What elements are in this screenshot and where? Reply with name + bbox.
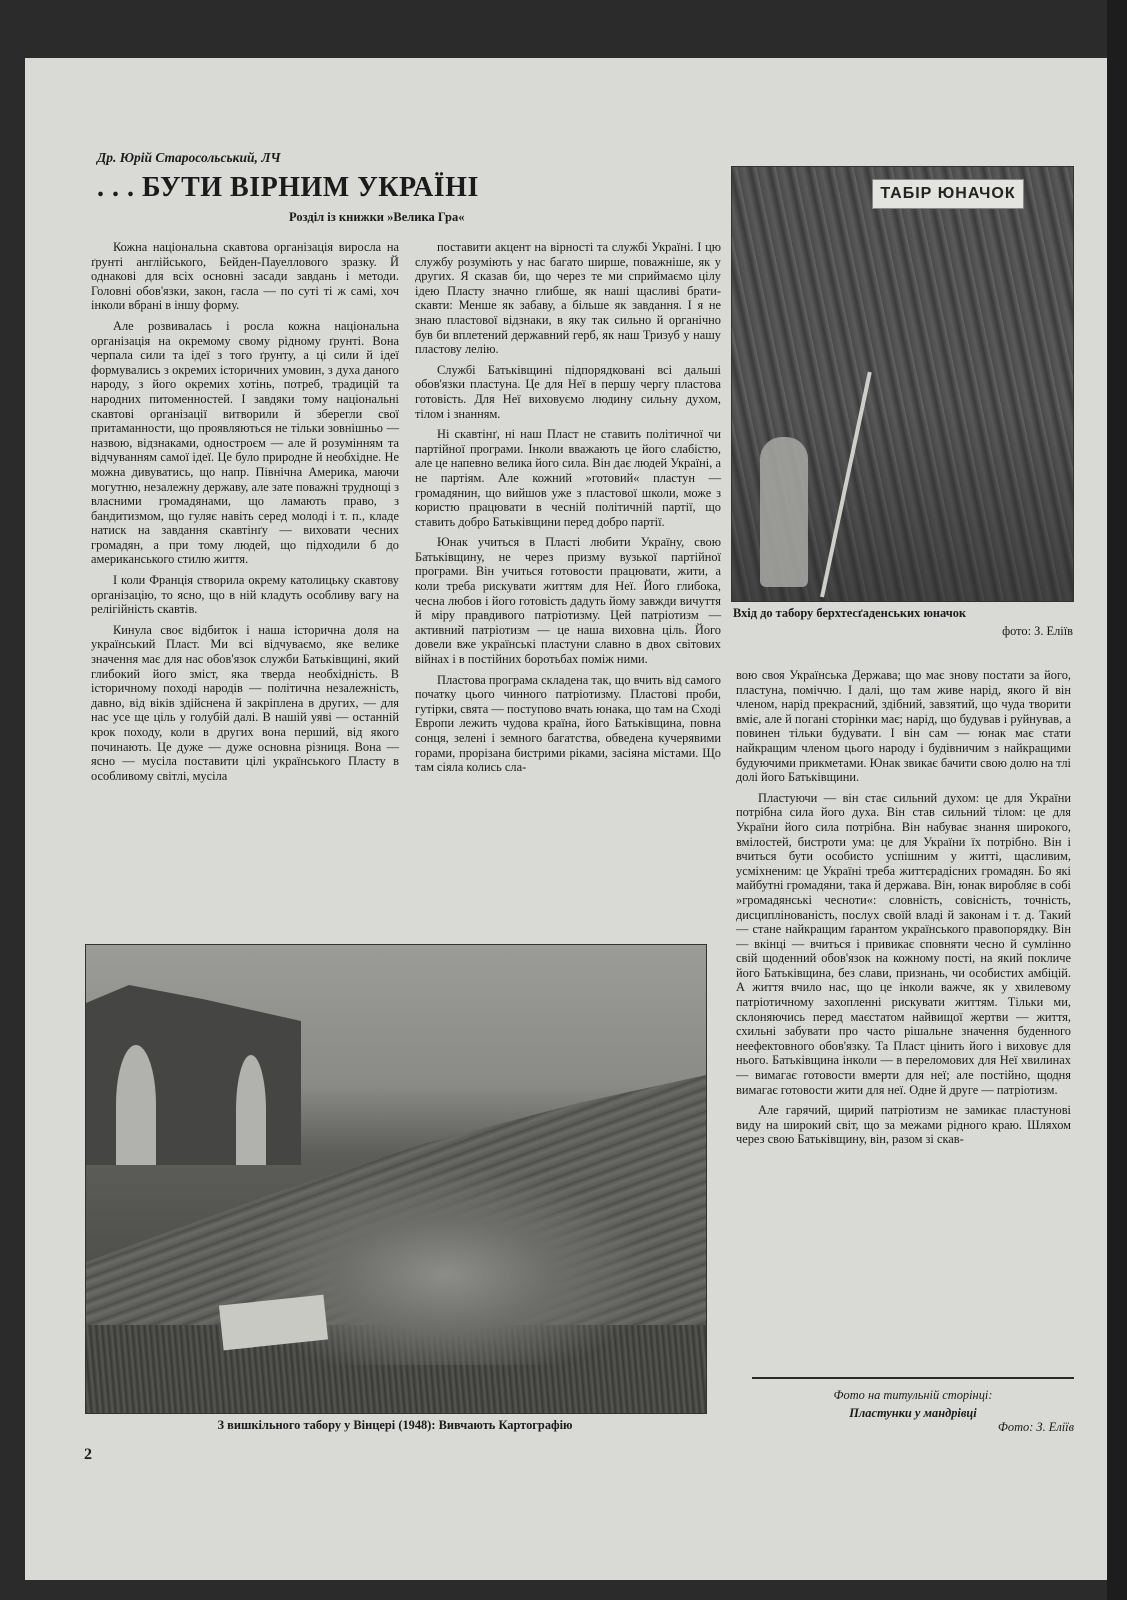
article-author: Др. Юрій Старосольський, ЛЧ [97,150,281,165]
ruins-photo-caption: З вишкільного табору у Вінцері (1948): Вивчають Картографію [217,1418,573,1432]
cover-photo-caption: Пластунки у мандрівці [849,1406,977,1420]
scan-edge [1107,0,1127,1600]
forest-camp-photo [731,166,1074,602]
cover-photo-heading: Фото на титульній сторінці: [833,1388,993,1402]
article-subtitle: Розділ із книжки »Велика Гра« [289,210,465,224]
paragraph: вою своя Українська Держава; що має знову постати за його, пластуна, поміччю. І далі, що там живе нарід, якого й він членом, нарід прекрасний, здібний, завзятий, що чуда творити вміє, але й погані сторінки має; нарід, що будував і руйнував, а повинен тільки будувати. І він сам — юнак має стати найкращим членом цього народу і будівничим з найкращими будуючими прикметами. Юнак звикає бачити свою долю на тлі долі його Батьківщини. [736,668,1071,785]
paragraph: Пластова програма складена так, що вчить від самого початку цього чинного патріотизму. Пластові проби, гутірки, свята — поступово вчать юнака, що там на Сході Европи лежить чудова країна, його Батьківщина, повна сонця, зелені і земного багатства, обведена кучерявими горами, прорізана бистрими ріками, засіяна містами. Що там сіяла колись сла- [415,672,721,775]
page-number: 2 [84,1446,92,1463]
ruin-arch [116,1045,156,1165]
paragraph: Але гарячий, щирий патріотизм не замикає пластунові виду на широкий світ, що за межами рідного краю. Шляхом через свою Батьківщину, він, разом зі скав- [736,1103,1071,1147]
divider-rule [752,1377,1074,1379]
paragraph: Але розвивалась і росла кожна національна організація на окремому свому рідному ґрунті. Вона черпала сили та ідеї з того ґрунту, а ці сили й ідеї формувались з окремих історичних умовин, з духа даного народу, з його окремих хотінь, потреб, традицій та народних питоменностей. І завдяки тому національні скавтові організації витворили й зберегли свої притаманности, що проявляються не тільки зовнішньо — назвою, відзнаками, одностроєм — але й розумінням та відчуванням самої ідеї. Це було природне й необхідне. Не можна дивуватись, що напр. Північна Америка, маючи могутню, незалежну державу, але зате поважні труднощі з власними громадянами, що ламають право, з бандитизмом, що гуляє навіть серед молоді і т. п., кладе натиск на завдання скавтінґу — виховати чесних громадян, а при тому людей, що підходили б до американського стилю життя. [91,318,399,567]
forest-photo-caption: Вхід до табору берхтесґаденських юначок [733,606,967,620]
paragraph: Ні скавтінґ, ні наш Пласт не ставить політичної чи партійної програми. Інколи вважають це його слабістю, але це напевно велика його сила. Він дає людей Україні, а не партіям. Але кожний »готовий« пластун — громадянин, що вийшов уже з пластової школи, може з користю працювати в чесній політичній партії, що ставить добро Батьківщини перед добро партії. [415,427,721,529]
article-column-3 [736,668,1071,1153]
article-column-2 [415,240,721,781]
paragraph: Кинула своє відбиток і наша історична доля на український Пласт. Ми всі відчуваємо, яке велике значення має для нас обов'язок служби Батьківщині, який глибокий його зміст, яка тверда необхідність. В історичному поході народів — політична незалежність, давно, від віків здійснена й закріплена в других, — для нас усе ще ціль у голубій далі. В нашій уяві — останній крок походу, коли в других вона перший, від якого починають. Це дуже — дуже основна різниця. Вона — ясно — мусіла поставити цілі українського Пласту в особливому світлі, мусіла [91,622,399,783]
paragraph: Кожна національна скавтова організація виросла на ґрунті англійського, Бейден-Пауеллового зразку. Й однакові для всіх основні засади завдань і методи. Головні обов'язки, закон, гасла — по суті ті ж самі, хоч інколи вбрані в іншу форму. [91,240,399,313]
article-column-1 [91,240,399,789]
ruins-camp-photo [85,944,707,1414]
paragraph: Пластуючи — він стає сильний духом: це для України потрібна сила його духа. Він став сильний тілом: це для України його сила потрібна. Він набуває знання широкого, вмілостей, бистроти ума: це для України їх потрібно. Він і вчиться бути особисто успішним у житті, щасливим, усміхненим: це Україні треба життєрадісних громадян. Бо які майбутні громадяни, така й держава. Він, юнак виробляє в собі »громадянські чесноти«: словність, совісність, точність, дисциплінованість, послух своїй владі й законам і т. д. Такий — стане найкращим ґарантом українського правопорядку. Він — вкінці — вчиться і привикає сповняти чесно й сумлінно свій щоденний обов'язок на кожному пості, на який покличе його Батьківщина, без слави, признань, чи особистих амбіцій. А життя вчило нас, що це інколи важче, як у хвилевому патріотичному захопленні рискувати життям. Тільки ми, склоняючись перед маєстатом найвищої жертви — життя, схильні забувати про часто рішальне значення буденного неефектовного обов'язку. Та Пласт цінить його і виховує для нього. Батьківщина інколи — в переломових для Неї хвилинах — вимагає готовости вмерти для неї; але постійно, щодня вимагає готовости жити для неї. Одне й друге — патріотизм. [736,790,1071,1097]
cover-photo-credit: Фото: З. Еліїв [997,1420,1074,1434]
paragraph: Службі Батьківщині підпорядковані всі дальші обов'язки пластуна. Це для Неї в першу чергу пластова готовість. Для Неї виховуємо людину сильну духом, тілом і знанням. [415,362,721,421]
magazine-page [25,58,1107,1580]
scout-figure [760,437,808,587]
camp-sign: ТАБІР ЮНАЧОК [872,179,1024,209]
paragraph: Юнак учиться в Пласті любити Україну, свою Батьківщину, не через призму вузької партійної програми. Він учиться готовости працювати, жити, а коли треба рискувати життям для Неї. Його глибока, чесна любов і його готовість дадуть йому завжди вичуття й міру правдивого патріотизму. Цей патріотизм — активний патріотизм — це наша виховна ціль. Його довели вже українські пластуни славно в двох світових війнах і в постійних боротьбах поміж ними. [415,535,721,667]
article-title: . . . БУТИ ВІРНИМ УКРАЇНІ [97,172,479,203]
ruin-arch [236,1055,266,1165]
forest-photo-credit: фото: З. Еліїв [1002,624,1073,638]
paragraph: поставити акцент на вірності та службі Україні. І цю службу розуміють у нас багато ширше, поважніше, як у других. Я сказав би, що через те ми сприймаємо цілу ідею Пласту значно глибше, як наші щасливі брати-скавти: Менше як забаву, а більше як завдання. І я не знаю пластової відзнаки, в яку так сильно й органічно був би вплетений державний герб, як наш Тризуб у нашу пластову лелію. [415,240,721,357]
scout-staff [820,372,872,598]
paragraph: І коли Франція створила окрему католицьку скавтову організацію, то ясно, що в ній кладуть особливу вагу на релігійність скавтів. [91,573,399,617]
